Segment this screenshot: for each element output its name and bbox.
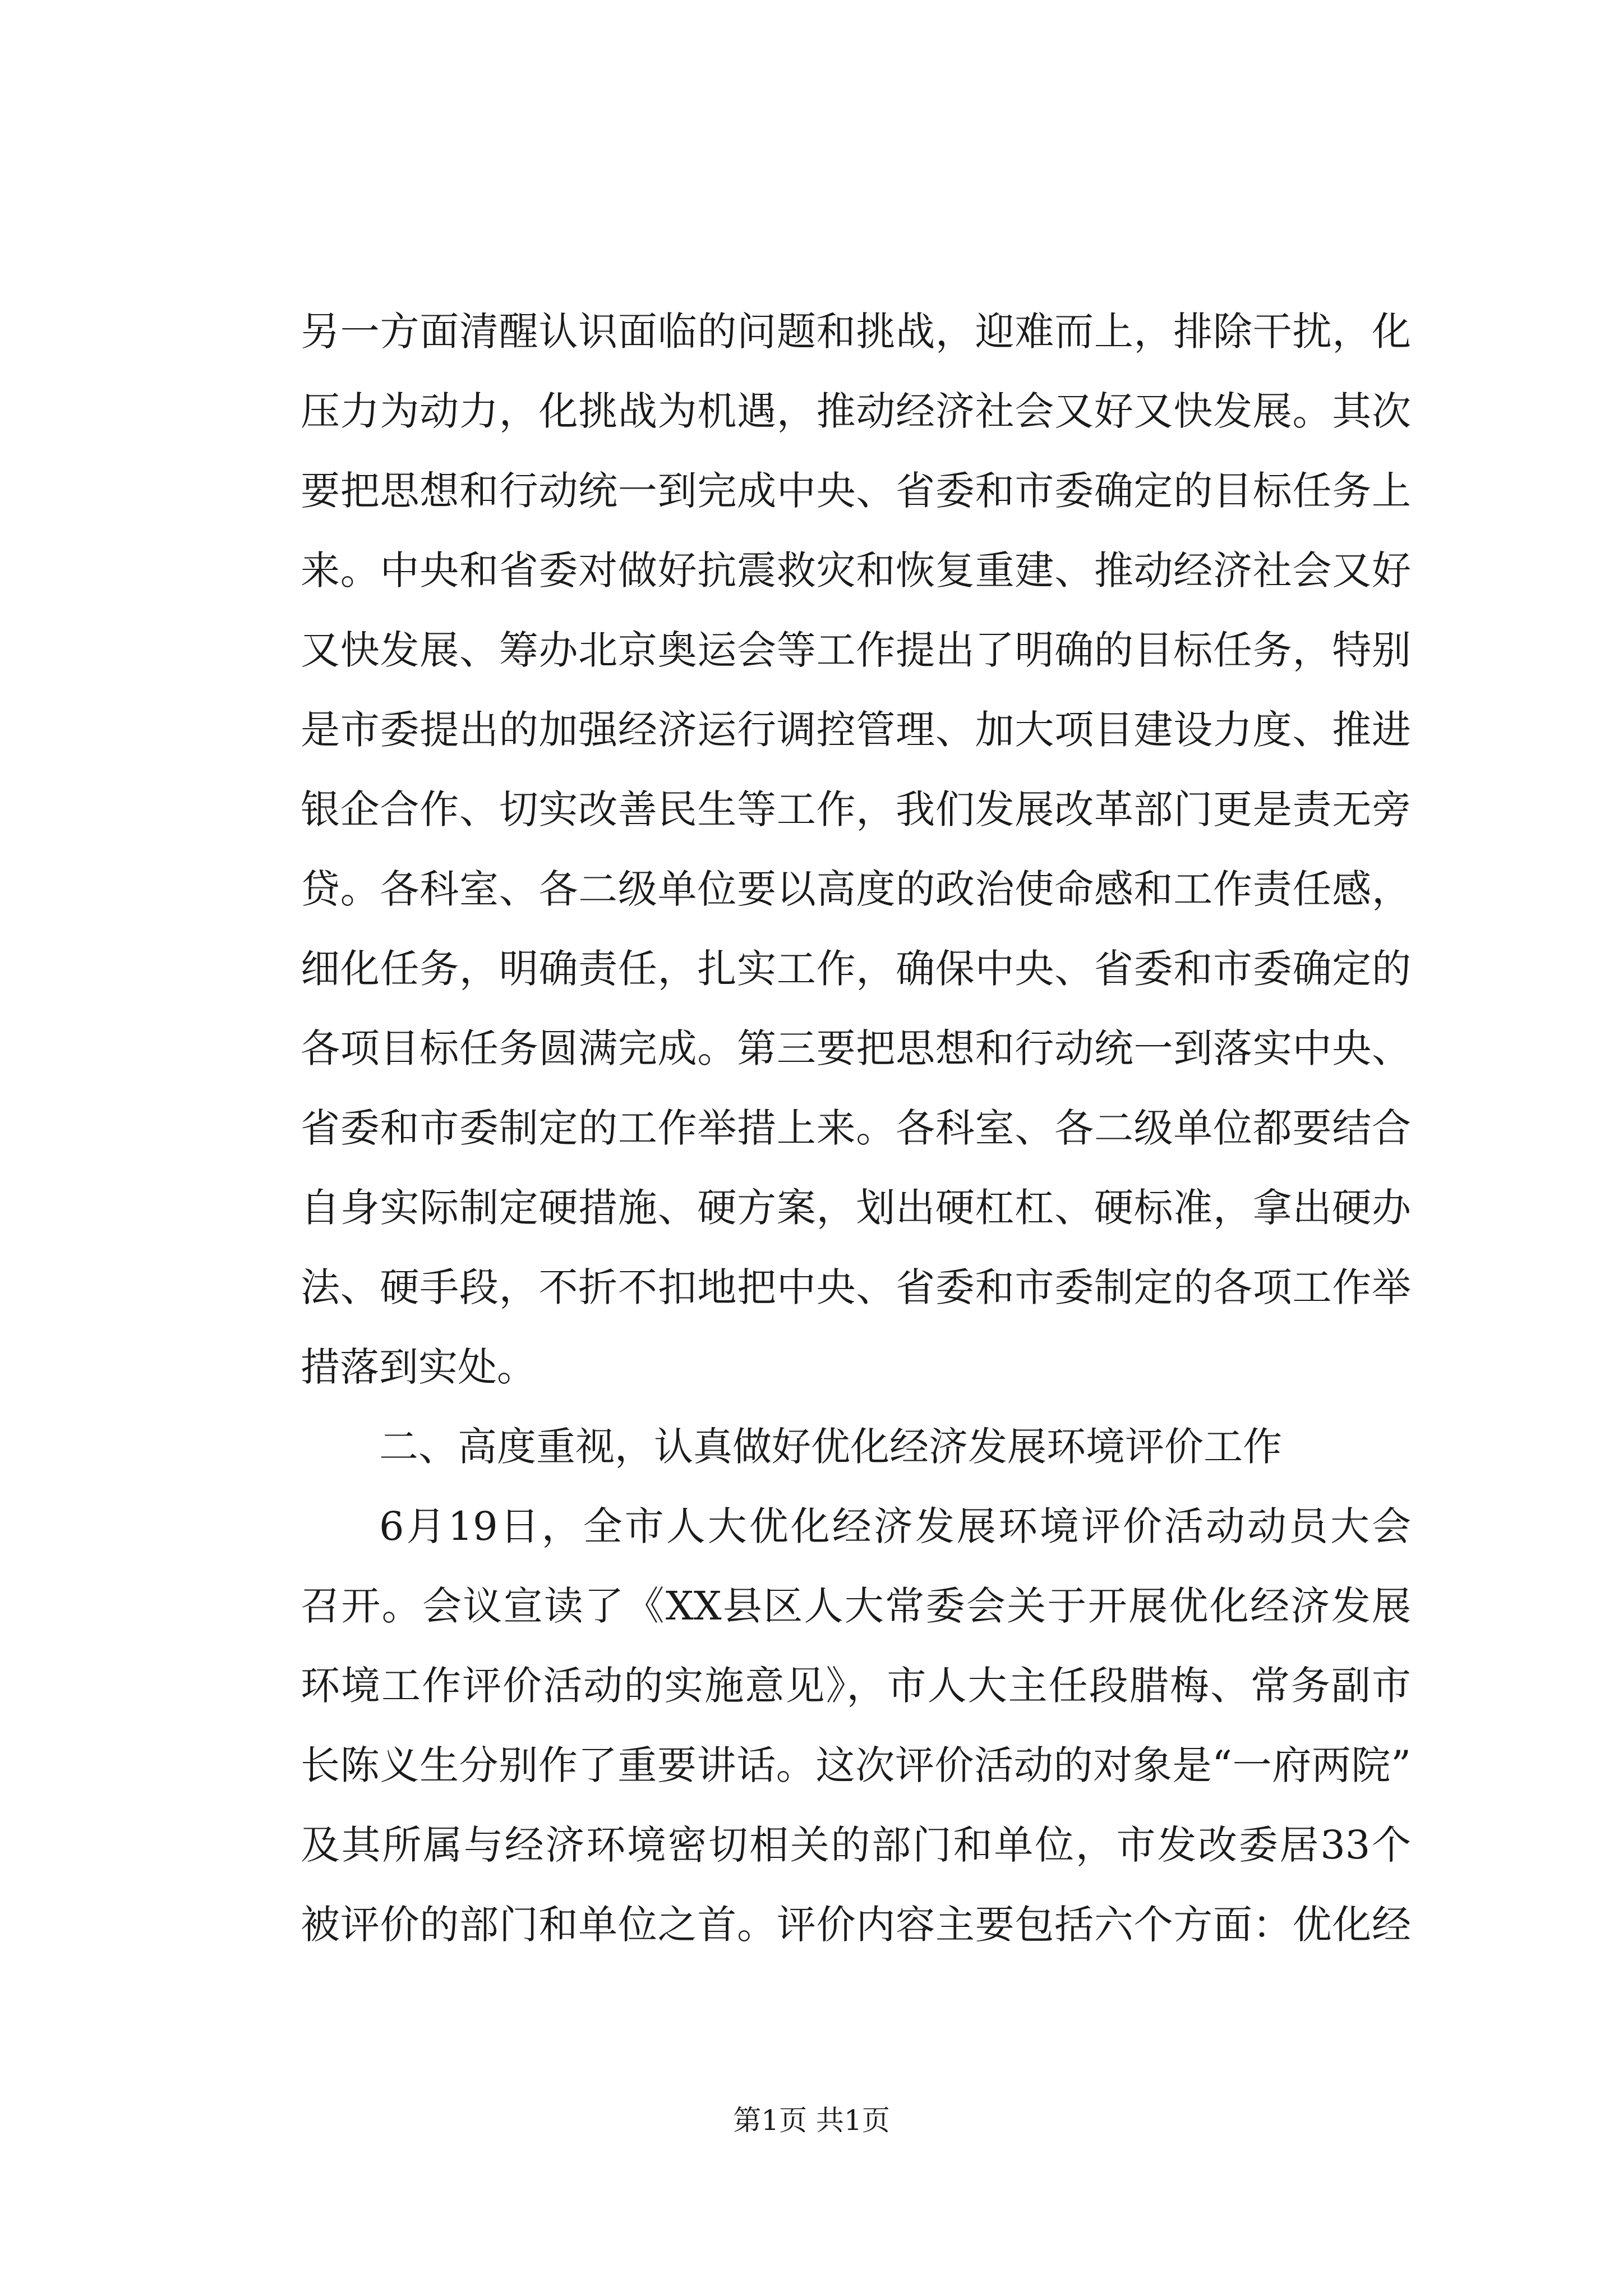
page-number: 第1页 共1页: [733, 2104, 890, 2137]
text-line: 召开。会议宣读了《XX县区人大常委会关于开展优化经济发展: [301, 1583, 1411, 1629]
text-line: 贷。各科室、各二级单位要以高度的政治使命感和工作责任感，: [301, 866, 1411, 912]
text-line: 及其所属与经济环境密切相关的部门和单位，市发改委居33个: [301, 1822, 1411, 1868]
text-line: 来。中央和省委对做好抗震救灾和恢复重建、推动经济社会又好: [301, 547, 1411, 593]
text-line: 是市委提出的加强经济运行调控管理、加大项目建设力度、推进: [301, 707, 1411, 753]
text-line: 细化任务，明确责任，扎实工作，确保中央、省委和市委确定的: [301, 946, 1411, 992]
text-line: 各项目标任务圆满完成。第三要把思想和行动统一到落实中央、: [301, 1025, 1411, 1071]
body-text: [301, 292, 1411, 1964]
text-line: 自身实际制定硬措施、硬方案，划出硬杠杠、硬标准，拿出硬办: [301, 1185, 1411, 1231]
text-line: 法、硬手段，不折不扣地把中央、省委和市委制定的各项工作举: [301, 1264, 1411, 1310]
text-line: 长陈义生分别作了重要讲话。这次评价活动的对象是“一府两院”: [301, 1742, 1411, 1788]
text-line: 省委和市委制定的工作举措上来。各科室、各二级单位都要结合: [301, 1105, 1411, 1151]
section-heading: 二、高度重视，认真做好优化经济发展环境评价工作: [379, 1424, 1282, 1470]
text-line: 要把思想和行动统一到完成中央、省委和市委确定的目标任务上: [301, 468, 1411, 514]
text-line: 被评价的部门和单位之首。评价内容主要包括六个方面：优化经: [301, 1902, 1411, 1948]
text-line: 又快发展、筹办北京奥运会等工作提出了明确的目标任务，特别: [301, 627, 1411, 673]
text-line: 压力为动力，化挑战为机遇，推动经济社会又好又快发展。其次: [301, 388, 1411, 434]
text-line: 银企合作、切实改善民生等工作，我们发展改革部门更是责无旁: [301, 786, 1411, 832]
text-line: 6月19日，全市人大优化经济发展环境评价活动动员大会: [379, 1503, 1411, 1549]
text-line: 另一方面清醒认识面临的问题和挑战，迎难而上，排除干扰，化: [301, 309, 1411, 355]
text-line: 措落到实处。: [301, 1344, 536, 1390]
text-line: 环境工作评价活动的实施意见》，市人大主任段腊梅、常务副市: [301, 1663, 1411, 1709]
